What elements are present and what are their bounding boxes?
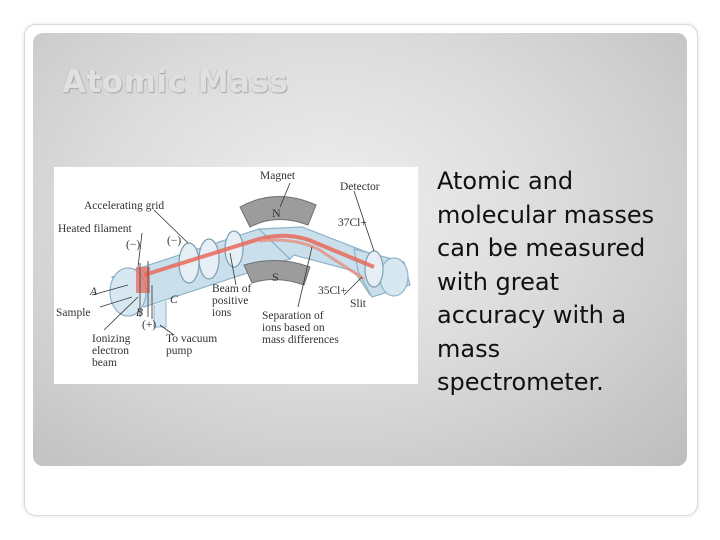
label-detector: Detector <box>340 181 380 193</box>
label-ionizing-beam: Ionizing electron beam <box>92 333 131 369</box>
label-separation: Separation of ions based on mass differences <box>262 310 339 346</box>
label-beam-positive-ions: Beam of positive ions <box>212 283 252 319</box>
label-south: S <box>272 270 279 284</box>
label-cl35: 35Cl+ <box>318 285 347 297</box>
label-slit: Slit <box>350 298 366 310</box>
label-magnet: Magnet <box>260 170 296 182</box>
detector-disc <box>365 251 383 287</box>
label-sample: Sample <box>56 307 91 319</box>
label-vacuum-pump: To vacuum pump <box>166 333 218 357</box>
label-minus-left: (−) <box>126 239 141 251</box>
label-heated-filament: Heated filament <box>58 223 132 235</box>
label-minus-right: (−) <box>167 235 182 247</box>
label-accelerating-grid: Accelerating grid <box>84 200 165 212</box>
label-cl37: 37Cl+ <box>338 217 367 229</box>
label-b: B <box>136 307 144 319</box>
label-a: A <box>90 286 98 298</box>
tube-end-right <box>380 258 408 296</box>
mass-spectrometer-figure <box>54 167 418 384</box>
slide-body-text: Atomic and molecular masses can be measured with great accuracy with a mass spectrometer. <box>437 167 655 396</box>
label-north: N <box>272 206 281 220</box>
grid-disc <box>199 239 219 279</box>
slide-title: Atomic Mass <box>62 64 289 100</box>
label-c: C <box>170 294 178 306</box>
label-plus: (+) <box>142 319 157 331</box>
